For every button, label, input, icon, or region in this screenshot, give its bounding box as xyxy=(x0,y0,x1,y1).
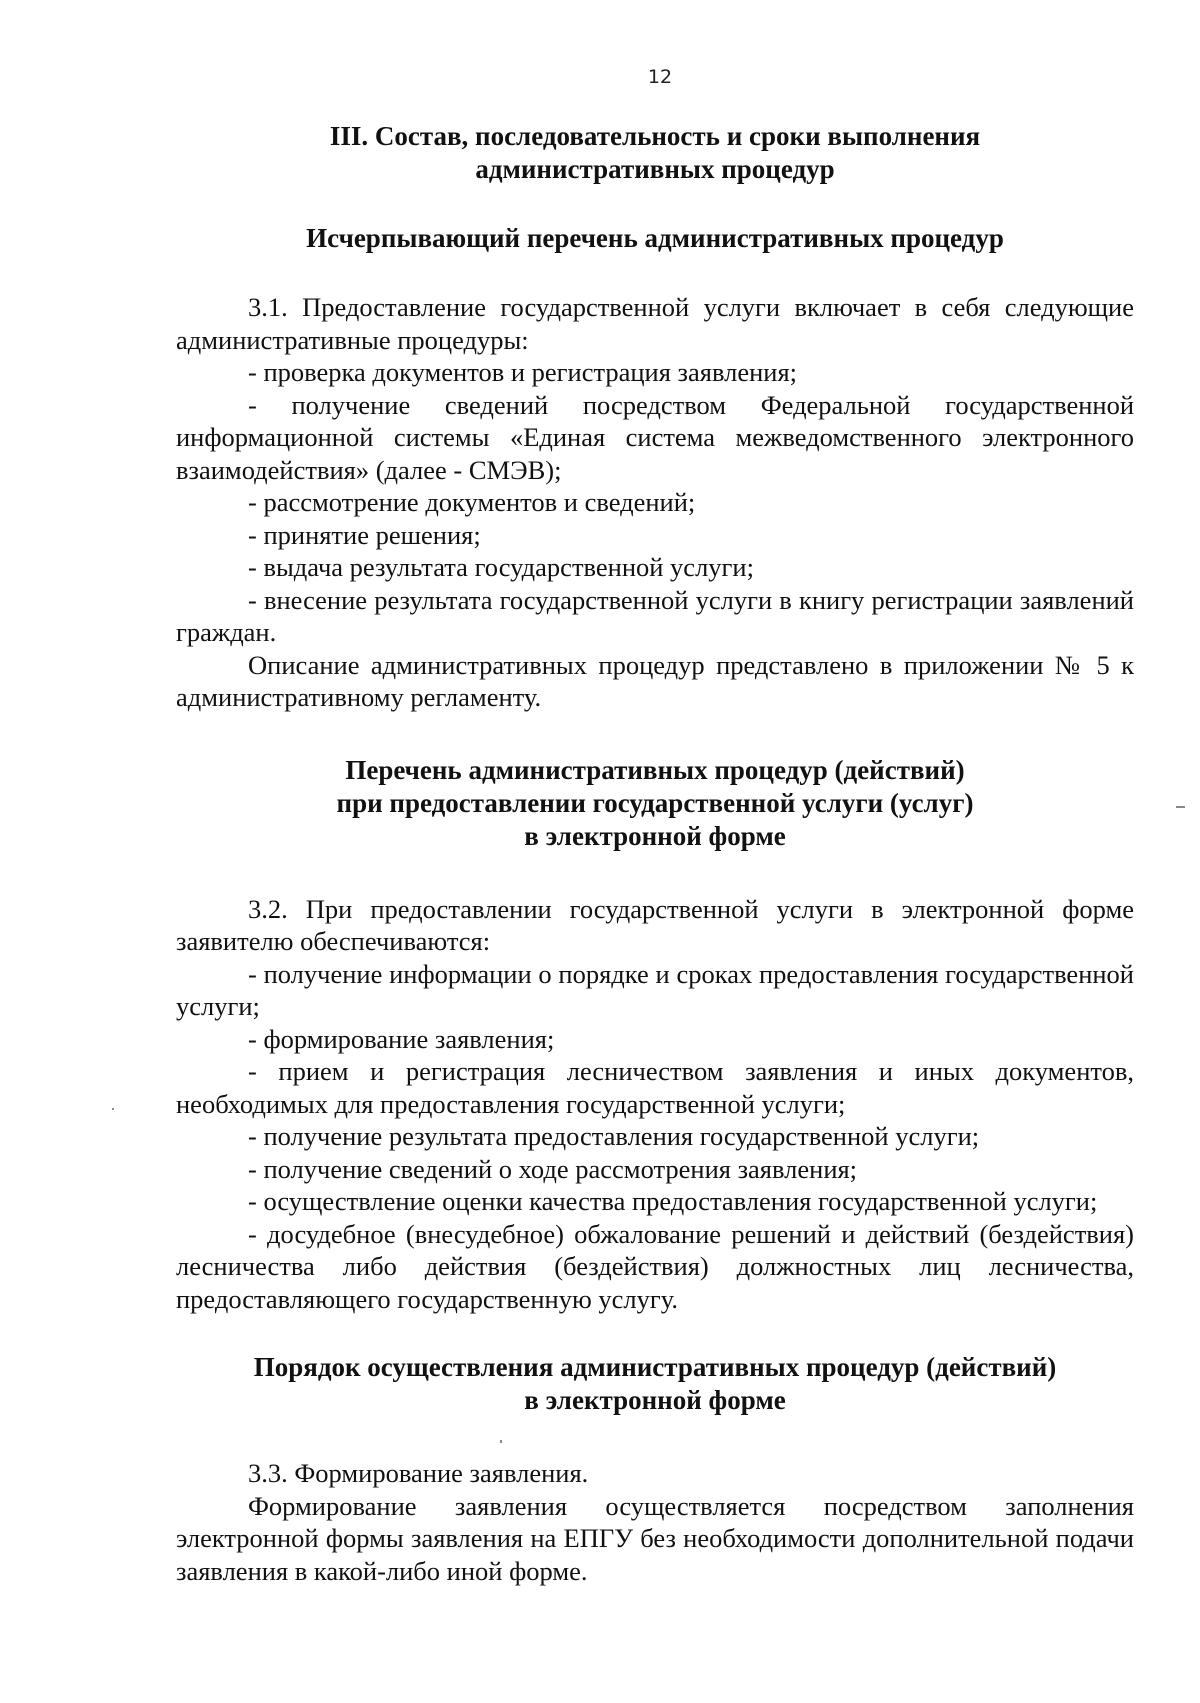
section-title-line-1: III. Состав, последовательность и сроки выполнения xyxy=(329,121,981,151)
scan-mark xyxy=(1176,806,1185,808)
paragraph-3-3-body: Формирование заявления осуществляется посредством заполнения электронной формы заявления на ЕПГУ без необходимости дополнительной подачи заявления в какой-либо иной форме. xyxy=(176,1490,1134,1586)
scan-mark xyxy=(500,1440,502,1443)
subsection-3-title xyxy=(176,1351,1134,1417)
subsection-3-title-line-1: Порядок осуществления административных процедур (действий) xyxy=(253,1352,1057,1382)
paragraph-3-1-intro: 3.1. Предоставление государственной услуги включает в себя следующие административные процедуры: xyxy=(176,292,1134,355)
list-item: - получение результата предоставления государственной услуги; xyxy=(248,1121,980,1151)
list-item: - прием и регистрация лесничеством заявления и иных документов, необходимых для предоставления государственной услуги; xyxy=(176,1056,1134,1119)
subsection-1-title-line-1: Исчерпывающий перечень административных процедур xyxy=(306,223,1004,253)
list-item: - осуществление оценки качества предоставления государственной услуги; xyxy=(248,1186,1098,1216)
scan-mark xyxy=(112,1108,114,1110)
subsection-2-title-line-1: Перечень административных процедур (действий) xyxy=(345,754,965,785)
section-title-line-2: административных процедур xyxy=(475,154,835,184)
subsection-2-title-line-3: в электронной форме xyxy=(524,820,786,851)
list-item: - получение сведений о ходе рассмотрения заявления; xyxy=(248,1153,858,1184)
paragraph-3-1-closing: Описание административных процедур представлено в приложении № 5 к административному регламенту. xyxy=(176,649,1134,712)
list-item: - получение информации о порядке и сроках предоставления государственной услуги; xyxy=(176,958,1134,1021)
list-item: - проверка документов и регистрация заявления; xyxy=(248,357,798,387)
paragraph-3-2-intro: 3.2. При предоставлении государственной услуги в электронной форме заявителю обеспечиваются: xyxy=(176,893,1134,956)
list-item: - формирование заявления; xyxy=(248,1023,555,1054)
list-item: - досудебное (внесудебное) обжалование решений и действий (бездействия) лесничества либо действия (бездействия) должностных лиц лесничества, предоставляющего государственную услугу. xyxy=(176,1218,1134,1314)
list-item: - рассмотрение документов и сведений; xyxy=(248,487,696,517)
subsection-3-title-line-2: в электронной форме xyxy=(524,1385,786,1415)
subsection-2-title-line-2: при предоставлении государственной услуги (услуг) xyxy=(336,787,974,818)
page-number: 12 xyxy=(647,66,673,88)
list-item: - принятие решения; xyxy=(248,519,481,550)
list-item: - внесение результата государственной услуги в книгу регистрации заявлений граждан. xyxy=(176,584,1134,647)
section-title xyxy=(176,120,1134,186)
list-item: - выдача результата государственной услуги; xyxy=(248,552,754,582)
paragraph-3-3: 3.3. Формирование заявления. xyxy=(248,1458,589,1488)
subsection-1-title xyxy=(176,222,1134,255)
subsection-2-title xyxy=(176,754,1134,853)
document-body xyxy=(176,120,1134,1587)
list-item: - получение сведений посредством Федеральной государственной информационной системы «Единая система межведомственного электронного взаимодействия» (далее - СМЭВ); xyxy=(176,389,1134,485)
